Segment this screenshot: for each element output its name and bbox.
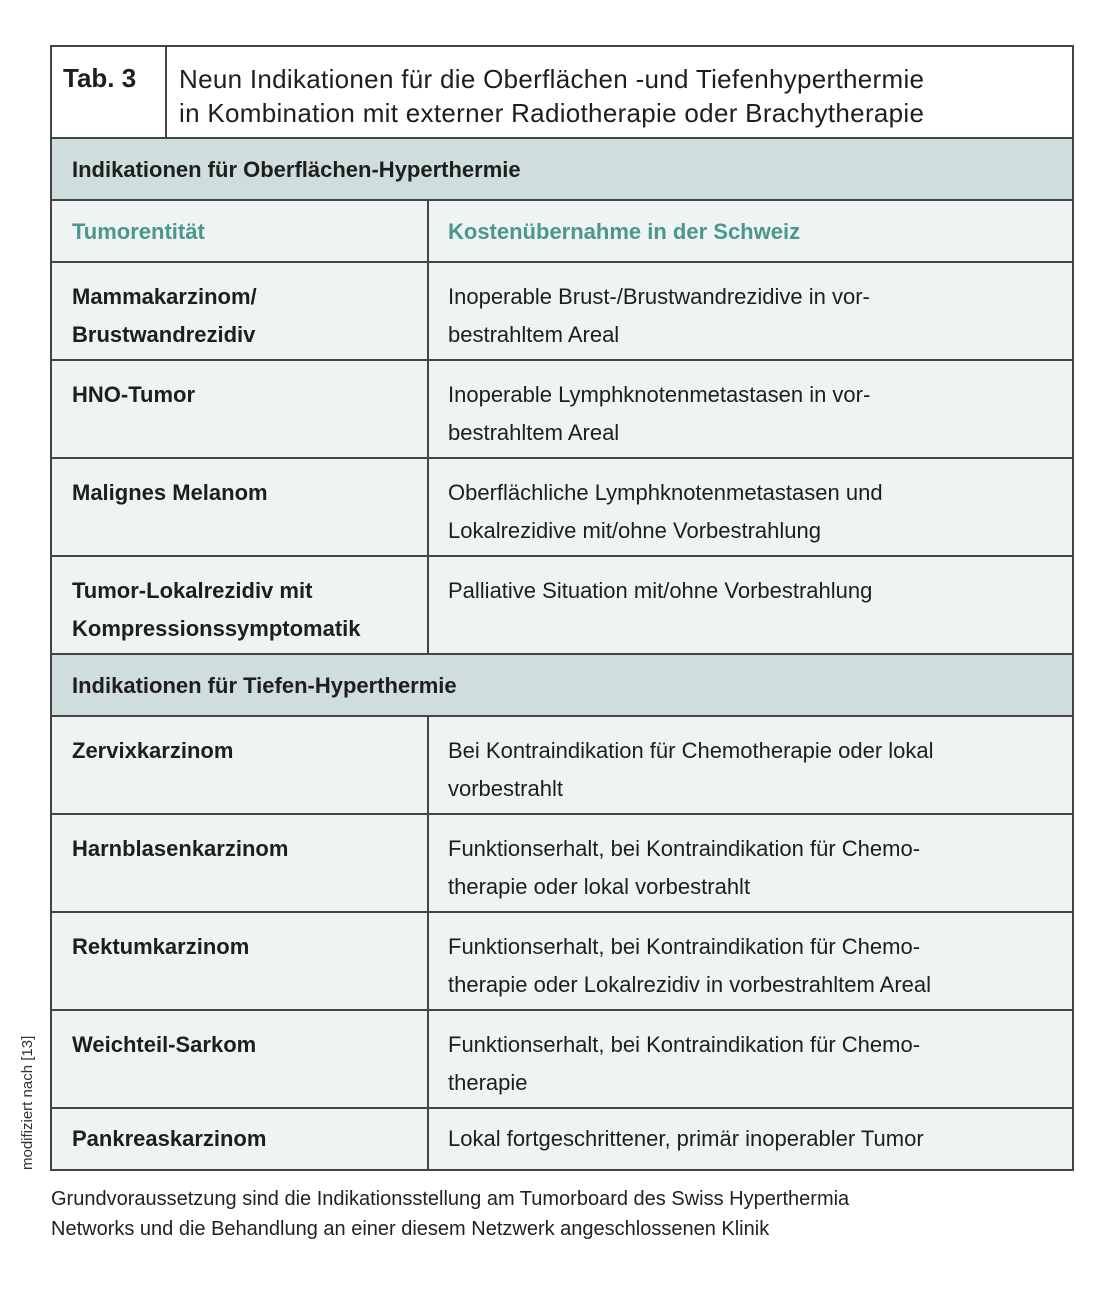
table-row xyxy=(52,1011,1072,1109)
table-row xyxy=(52,557,1072,655)
table-footnote xyxy=(51,1184,849,1244)
table-number: Tab. 3 xyxy=(52,47,167,137)
section-header-deep: Indikationen für Tiefen-Hyperthermie xyxy=(52,655,1072,717)
indications-table xyxy=(50,45,1074,1171)
entity-cell: Malignes Melanom xyxy=(52,459,429,555)
coverage-cell: Lokal fortgeschrittener, primär inoperabler Tumor xyxy=(448,1126,924,1151)
footnote-line2: Networks und die Behandlung an einer diesem Netzwerk angeschlossenen Klinik xyxy=(51,1218,770,1240)
table-title-line1: Neun Indikationen für die Oberflächen -und Tiefenhyperthermie xyxy=(179,64,925,94)
entity-cell: HNO-Tumor xyxy=(52,361,429,457)
table-title-line2: in Kombination mit externer Radiotherapie oder Brachytherapie xyxy=(179,98,925,128)
entity-cell: Pankreaskarzinom xyxy=(52,1109,429,1169)
table-title-row xyxy=(52,47,1072,139)
entity-cell: Weichteil-Sarkom xyxy=(52,1011,429,1107)
table-row xyxy=(52,361,1072,459)
coverage-cell: Oberflächliche Lymphknotenmetastasen und Lokalrezidive mit/ohne Vorbestrahlung xyxy=(448,480,883,543)
column-header-row xyxy=(52,201,1072,263)
coverage-cell: Palliative Situation mit/ohne Vorbestrahlung xyxy=(448,578,873,603)
table-row xyxy=(52,913,1072,1011)
coverage-cell: Funktionserhalt, bei Kontraindikation für Chemo- therapie oder lokal vorbestrahlt xyxy=(448,836,921,899)
table-row xyxy=(52,815,1072,913)
coverage-cell: Funktionserhalt, bei Kontraindikation für Chemo- therapie oder Lokalrezidiv in vorbestrahltem Areal xyxy=(448,934,932,997)
column-header-entity: Tumorentität xyxy=(52,201,429,261)
table-row xyxy=(52,1109,1072,1169)
section-header-surface: Indikationen für Oberflächen-Hyperthermie xyxy=(52,139,1072,201)
source-note: modifiziert nach [13] xyxy=(19,1035,36,1170)
column-header-coverage: Kostenübernahme in der Schweiz xyxy=(448,219,801,244)
entity-cell: Zervixkarzinom xyxy=(52,717,429,813)
entity-cell: Rektumkarzinom xyxy=(52,913,429,1009)
table-row xyxy=(52,717,1072,815)
table-row xyxy=(52,263,1072,361)
coverage-cell: Inoperable Brust-/Brustwandrezidive in vor- bestrahltem Areal xyxy=(448,284,870,347)
entity-cell: Mammakarzinom/ Brustwandrezidiv xyxy=(52,263,429,359)
footnote-line1: Grundvoraussetzung sind die Indikationsstellung am Tumorboard des Swiss Hyperthermia xyxy=(51,1188,850,1210)
table-row xyxy=(52,459,1072,557)
coverage-cell: Funktionserhalt, bei Kontraindikation für Chemo- therapie xyxy=(448,1032,921,1095)
entity-cell: Harnblasenkarzinom xyxy=(52,815,429,911)
table-title xyxy=(167,47,1072,137)
coverage-cell: Inoperable Lymphknotenmetastasen in vor- bestrahltem Areal xyxy=(448,382,871,445)
coverage-cell: Bei Kontraindikation für Chemotherapie oder lokal vorbestrahlt xyxy=(448,738,934,801)
entity-cell: Tumor-Lokalrezidiv mit Kompressionssymptomatik xyxy=(52,557,429,653)
